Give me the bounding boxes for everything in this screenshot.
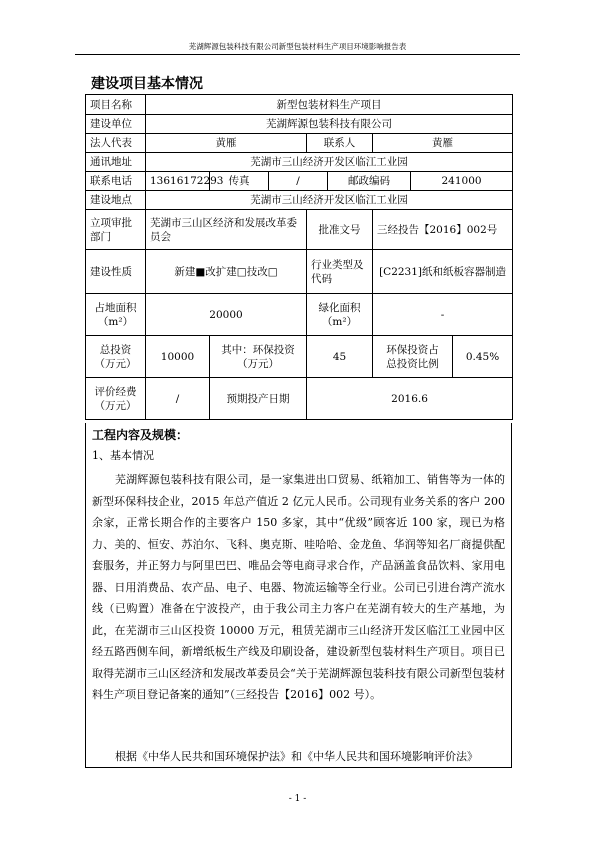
site-value: 芜湖市三山经济开发区临江工业园	[146, 191, 513, 210]
section-title: 建设项目基本情况	[91, 76, 203, 92]
eval-fee-label: 评价经费 （万元）	[86, 378, 146, 420]
area-value: 20000	[146, 294, 307, 336]
approval-dept-label: 立项审批部门	[86, 210, 146, 250]
nature-value: 新建■改扩建□技改□	[146, 250, 307, 294]
industry-label: 行业类型及代码	[307, 250, 373, 294]
ratio-label: 环保投资占 总投资比例	[373, 336, 453, 378]
builder-value: 芜湖辉源包装科技有限公司	[146, 115, 513, 134]
phone-label: 联系电话	[86, 172, 146, 191]
builder-label: 建设单位	[86, 115, 146, 134]
address-value: 芜湖市三山经济开发区临江工业园	[146, 153, 513, 172]
postcode-value: 241000	[411, 172, 513, 191]
nature-label: 建设性质	[86, 250, 146, 294]
address-label: 通讯地址	[86, 153, 146, 172]
postcode-label: 邮政编码	[328, 172, 411, 191]
page-number: - 1 -	[288, 794, 307, 804]
work-content-title: 工程内容及规模：	[92, 428, 189, 442]
legal-rep-label: 法人代表	[86, 134, 146, 153]
approval-no-label: 批准文号	[307, 210, 373, 250]
env-invest-value: 45	[307, 336, 373, 378]
legal-basis-paragraph: 根据《中华人民共和国环境保护法》和《中华人民共和国环境影响评价法》	[115, 750, 478, 763]
page-header: 芜湖辉源包装科技有限公司新型包装材料生产项目环境影响报告表	[188, 42, 407, 51]
approval-dept-value: 芜湖市三山区经济和发展改革委员会	[146, 210, 307, 250]
approval-no-value: 三经投告【2016】002号	[373, 210, 513, 250]
area-label: 占地面积 （m²）	[86, 294, 146, 336]
eval-fee-value: /	[146, 378, 210, 420]
phone-value: 13616172293	[146, 172, 210, 191]
fax-value: /	[269, 172, 328, 191]
project-name-label: 项目名称	[86, 95, 146, 115]
site-label: 建设地点	[86, 191, 146, 210]
legal-rep-value: 黄雁	[146, 134, 307, 153]
contact-value: 黄雁	[373, 134, 513, 153]
green-value: -	[373, 294, 513, 336]
contact-label: 联系人	[307, 134, 373, 153]
fax-label: 传真	[210, 172, 269, 191]
invest-label: 总投资 （万元）	[86, 336, 146, 378]
env-invest-label: 其中：环保投资 （万元）	[210, 336, 307, 378]
basic-situation-subtitle: 1、基本情况	[92, 449, 154, 462]
project-name-value: 新型包装材料生产项目	[146, 95, 513, 115]
work-content-box	[85, 423, 512, 768]
basic-info-table	[85, 94, 513, 420]
green-label: 绿化面积 （m²）	[307, 294, 373, 336]
invest-value: 10000	[146, 336, 210, 378]
industry-value: [C2231]纸和纸板容器制造	[373, 250, 513, 294]
expected-date-label: 预期投产日期	[210, 378, 307, 420]
expected-date-value: 2016.6	[307, 378, 513, 420]
ratio-value: 0.45%	[453, 336, 513, 378]
basic-situation-paragraph: 芜湖辉源包装科技有限公司，是一家集进出口贸易、纸箱加工、销售等为一体的新型环保科技企业，2015 年总产值近 2 亿元人民币。公司现有业务关系的客户 200 余家，正常长期合作的主要客户 150 多家，其中“优级”顾客近 100 家，现已为格力、美的、恒安、苏泊尔、飞科、奥克斯、哇哈哈、金龙鱼、华润等知名厂商提供配套服务，并正努力与阿里巴巴、唯品会等电商寻求合作，产品涵盖食品饮料、家用电器、日用消费品、农产品、电子、电器、物流运输等全行业。公司已引进台湾产流水线（已购置）准备在宁波投产，由于我公司主力客户在芜湖有较大的生产基地，为此，在芜湖市三山区投资 10000 万元，租赁芜湖市三山经济开发区临江工业园中区经五路西侧车间，新增纸板生产线及印刷设备，建设新型包装材料生产项目。项目已取得芜湖市三山区经济和发展改革委员会“关于芜湖辉源包装科技有限公司新型包装材料生产项目登记备案的通知”（三经投告【2016】002 号）。	[92, 473, 505, 701]
header-rule	[75, 54, 520, 55]
